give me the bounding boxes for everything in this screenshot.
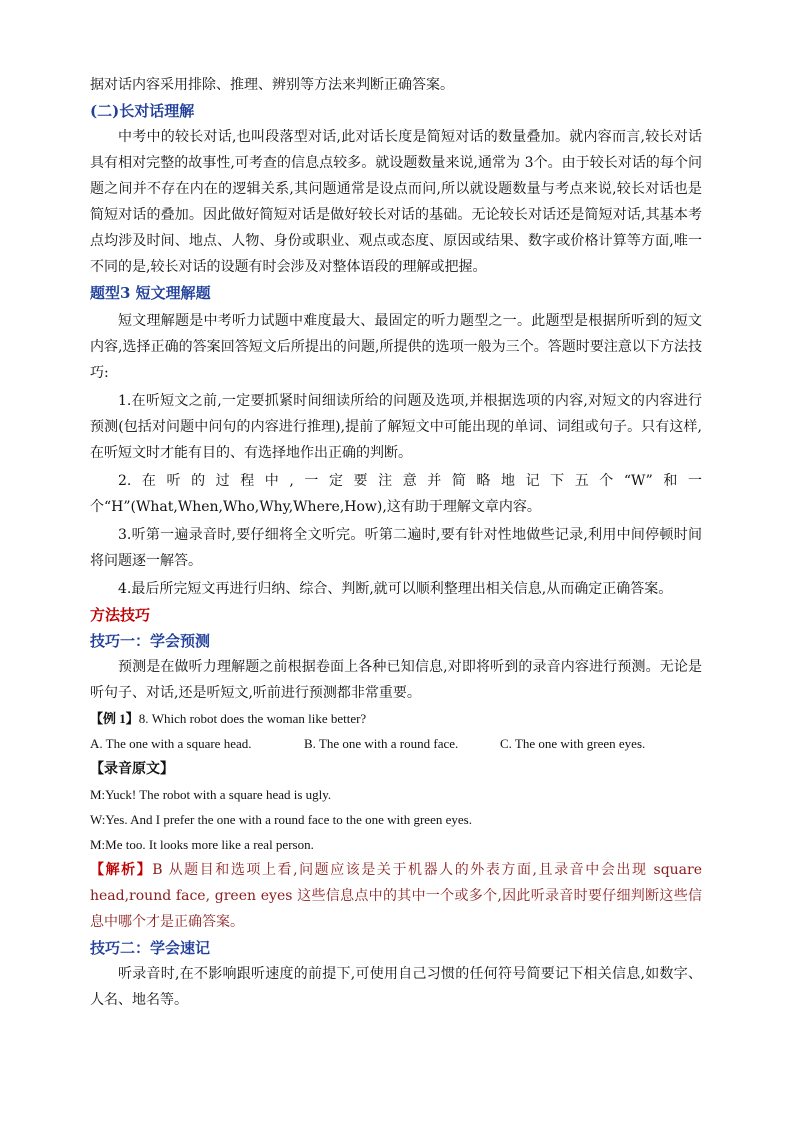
- type3-tip-3: 3.听第一遍录音时,要仔细将全文听完。听第二遍时,要有针对性地做些记录,利用中间停顿时间将问题逐一解答。: [90, 527, 702, 569]
- type3-tip-4: 4.最后所完短文再进行归纳、综合、判断,就可以顺利整理出相关信息,从而确定正确答案。: [118, 581, 673, 597]
- example-options: [90, 731, 702, 756]
- methods-heading: 方法技巧: [90, 606, 151, 624]
- transcript-label: 【录音原文】: [90, 761, 174, 777]
- example-question: 8. Which robot does the woman like better?: [138, 711, 367, 726]
- option-a: A. The one with a square head.: [90, 736, 252, 751]
- type3-tip-2: 2.在听的过程中,一定要注意并简略地记下五个“W”和一个“H”(What,When,Who,Why,Where,How),这有助于理解文章内容。: [90, 473, 702, 515]
- transcript-line-2: W:Yes. And I prefer the one with a round face to the one with green eyes.: [90, 812, 472, 827]
- type3-heading: 题型3 短文理解题: [90, 284, 211, 302]
- skill2-paragraph: 听录音时,在不影响跟听速度的前提下,可使用自己习惯的任何符号简要记下相关信息,如数字、人名、地名等。: [90, 966, 702, 1008]
- skill1-paragraph: 预测是在做听力理解题之前根据卷面上各种已知信息,对即将听到的录音内容进行预测。无论是听句子、对话,还是听短文,听前进行预测都非常重要。: [90, 659, 702, 701]
- type3-tip-1: 1.在听短文之前,一定要抓紧时间细读所给的问题及选项,并根据选项的内容,对短文的内容进行预测(包括对问题中问句的内容进行推理),提前了解短文中可能出现的单词、词组或句子。只有这样,在听短文时才能有目的、有选择地作出正确的判断。: [90, 393, 702, 461]
- long-dialogue-heading: (二)长对话理解: [90, 102, 195, 120]
- analysis-text: B 从题目和选项上看,问题应该是关于机器人的外表方面,且录音中会出现 square head,round face, green eyes 这些信息点中的其中一个或多个,因此听录音时要仔细判断这些信息中哪个才是正确答案。: [90, 862, 703, 930]
- analysis-block: [90, 857, 702, 935]
- option-c: C. The one with green eyes.: [500, 736, 646, 751]
- skill2-heading: 技巧二：学会速记: [90, 939, 211, 957]
- example-question-line: [90, 706, 702, 731]
- example-label: 【例 1】: [90, 711, 139, 726]
- transcript-line-3: M:Me too. It looks more like a real person.: [90, 837, 314, 852]
- page-content: [90, 72, 702, 1013]
- transcript-line-1: M:Yuck! The robot with a square head is ugly.: [90, 787, 332, 802]
- long-dialogue-paragraph: 中考中的较长对话,也叫段落型对话,此对话长度是简短对话的数量叠加。就内容而言,较长对话具有相对完整的故事性,可考查的信息点较多。就设题数量来说,通常为 3个。由于较长对话的每个问题之间并不存在内在的逻辑关系,其问题通常是设点而问,所以就设题数量与考点来说,较长对话也是简短对话的叠加。因此做好简短对话是做好较长对话的基础。无论较长对话还是简短对话,其基本考点均涉及时间、地点、人物、身份或职业、观点或态度、原因或结果、数字或价格计算等方面,唯一不同的是,较长对话的设题有时会涉及对整体语段的理解或把握。: [90, 129, 702, 275]
- intro-line: 据对话内容采用排除、推理、辨别等方法来判断正确答案。: [90, 77, 454, 93]
- option-b: B. The one with a round face.: [304, 736, 459, 751]
- skill1-heading: 技巧一：学会预测: [90, 632, 211, 650]
- analysis-label: 【解析】: [90, 862, 153, 878]
- type3-paragraph: 短文理解题是中考听力试题中难度最大、最固定的听力题型之一。此题型是根据所听到的短文内容,选择正确的答案回答短文后所提出的问题,所提供的选项一般为三个。答题时要注意以下方法技巧:: [90, 313, 702, 381]
